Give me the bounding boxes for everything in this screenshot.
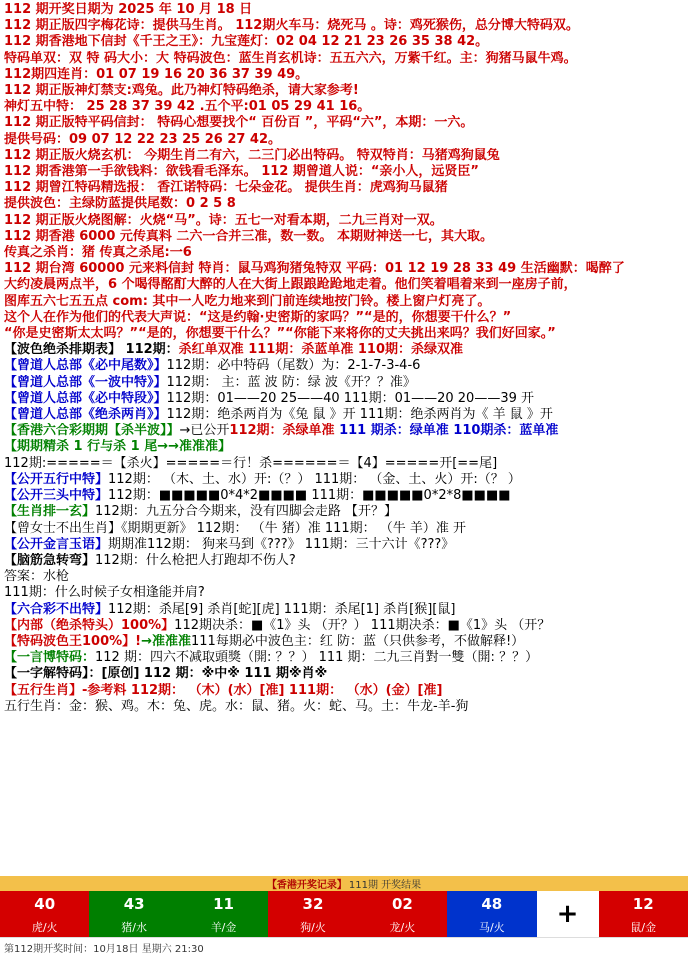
forecast-line: [4, 391, 684, 407]
forecast-line: [4, 342, 684, 358]
result-banner-right: 111期 开奖结果: [348, 880, 422, 891]
forecast-segment: 112期：绝杀两肖为《兔 鼠 》开 111期：绝杀两肖为《 羊 鼠 》开: [166, 407, 553, 423]
forecast-line: [4, 618, 684, 634]
ball-zodiac: 虎/火: [31, 921, 58, 934]
forecast-segment: =====＝【杀火】=====＝行！杀======＝【4】=====开[==尾]: [46, 455, 498, 471]
article-line: 传真之杀肖：猪 传真之杀尾:一6: [4, 245, 192, 261]
forecast-segment: 112期：九五分合今期来，没有四脚会走路 【开？】: [95, 504, 397, 520]
forecast-segment: 答案：水枪: [4, 569, 70, 585]
ball: [599, 891, 688, 937]
ball-number: 11: [213, 895, 234, 913]
forecast-segment: 【曾女士不出生肖】《期期更新》 112期： （牛 猪）准 111期： （牛 羊）准 开: [4, 520, 467, 536]
article-line: 提供号码：09 07 12 22 23 25 26 27 42。: [4, 131, 282, 147]
forecast-segment: 【公开金言玉语】: [4, 536, 109, 552]
forecast-segment: 五行生肖：金：猴、鸡。木：兔、虎。水：鼠、猪。火：蛇、马。土：牛龙-羊-狗: [4, 698, 469, 714]
plus-sign: +: [537, 891, 599, 937]
forecast-segment: 112期：杀绿单准: [229, 423, 335, 439]
forecast-segment: 112期:: [4, 455, 47, 471]
ball-number: 43: [123, 895, 145, 913]
forecast-line: [4, 650, 684, 666]
forecast-segment: 【生肖排一玄】: [4, 504, 96, 520]
header-line: 112 期开奖日期为 2025 年 10 月 18 日: [4, 2, 253, 17]
forecast-segment: 【曾道人总部《必中特段》】: [4, 390, 167, 406]
ball-number: 32: [302, 895, 324, 913]
forecast-line: [4, 569, 684, 585]
forecast-segment: 【五行生肖】-参考料 112期： （木）(水）[准] 111期： （水）(金）[准]: [4, 682, 443, 698]
forecast-line: [4, 553, 684, 569]
forecast-segment: 112 期：四六不减取頭獎（開: ？？） 111 期：二九三肖對一雙（開: ？？）: [95, 650, 539, 666]
forecast-segment: 【公开三头中特】: [4, 488, 109, 504]
article-lines: [4, 18, 684, 342]
forecast-line: [4, 699, 684, 715]
ball: [0, 891, 89, 937]
forecast-segment: 111 期杀：绿单准 110期杀：蓝单准: [334, 423, 559, 439]
article-line: 112 期台湾 60000 元来料信封 特肖：鼠马鸡狗猪兔特双 平码：01 12 19 28 33 49 生活幽默：喝醉了: [4, 261, 625, 277]
ball: [268, 891, 357, 937]
forecast-segment: 【特码波色王100%】!: [4, 633, 142, 649]
ball-zodiac: 猪/水: [121, 921, 147, 934]
forecast-segment: 【脑筋急转弯】: [4, 552, 96, 568]
forecast-segment: 【六合彩不出特】: [4, 601, 109, 617]
forecast-segment: 【香港六合彩期期【杀半波】】: [4, 423, 180, 439]
ball: [447, 891, 536, 937]
article-line: 神灯五中特： 25 28 37 39 42 .五个平:01 05 29 41 16。: [4, 99, 371, 115]
article-line: 112 期香港 6000 元传真料 二六一合并三准，数一数。 本期财神送一七，其大取。: [4, 228, 493, 244]
forecast-line: [4, 456, 684, 472]
article-line: “你是史密斯太太吗？”“是的，你想要干什么？”“你能下来将你的丈夫挑出来吗？我们好回家。”: [4, 326, 556, 342]
forecast-segment: 112期：01——20 25——40 111期：01——20 20——39 开: [166, 390, 535, 406]
forecast-segment: 【一字解特码】：[原创] 112 期：※中※ 111 期※肖※: [4, 666, 328, 682]
article-line: 112 期正版神灯禁支:鸡兔。此乃神灯特码绝杀，请大家参考!: [4, 83, 359, 99]
article-line: 112 期正版火烧玄机： 今期生肖二有六，二三门必出特码。 特双特肖：马猪鸡狗鼠兔: [4, 147, 500, 163]
ball-zodiac: 羊/金: [210, 921, 237, 934]
forecast-line: [4, 602, 684, 618]
article-line: 112期四连肖：01 07 19 16 20 36 37 39 49。: [4, 66, 309, 82]
forecast-segment: 112期决杀：■《1》头 （开？） 111期决杀：■《1》头 （开？: [174, 617, 551, 633]
draw-result-panel: [0, 876, 688, 956]
forecast-segment: 112期： 主：蓝 波 防：绿 波《开？？准》: [166, 374, 416, 390]
ball-zodiac: 狗/火: [300, 921, 326, 934]
forecast-line: [4, 537, 684, 553]
article-line: 图库五六七五五点 com: 其中一人吃力地来到门前连续地按门铃。楼上窗户灯亮了。: [4, 293, 491, 309]
ball-row: [0, 891, 688, 937]
forecast-segment: 111每期必中波色主：红 防：蓝（只供参考，不做解释!）: [191, 633, 525, 649]
article-line: 112 期正版火烧图解：火烧“马”。诗：五七一对看本期，二九三肖对一双。: [4, 212, 443, 228]
forecast-segment: 【波色绝杀排期表】 112期：: [4, 342, 179, 358]
forecast-line: [4, 666, 684, 682]
forecast-line: [4, 472, 684, 488]
ball-number: 02: [391, 895, 413, 913]
forecast-segment: 【期期精杀 1 行与杀 1 尾→→准准准】: [4, 439, 231, 455]
result-banner-left: 【香港开奖记录】: [266, 880, 347, 891]
result-footer: 第112期开奖时间：10月18日 星期六 21:30: [0, 937, 688, 956]
ball-number: 40: [34, 895, 56, 913]
forecast-line: [4, 634, 684, 650]
forecast-segment: ■■■■■0*4*2■■■■ 111期：■■■■■0*2*8■■■■: [158, 488, 511, 504]
forecast-segment: 112期： （木、土、水）开:（？） 111期： （金、土、火）开:（？ ）: [108, 471, 521, 487]
forecast-line: [4, 358, 684, 374]
forecast-segment: 【曾道人总部《一波中特》】: [4, 374, 167, 390]
forecast-lines: [4, 342, 684, 715]
result-banner: [0, 876, 688, 891]
forecast-line: [4, 407, 684, 423]
forecast-segment: 112期：: [108, 488, 159, 504]
forecast-segment: 期期准112期： 狗来马到《???》 111期：三十六计《???》: [108, 536, 455, 552]
forecast-segment: 112期：必中特码（尾数）为：2-1-7-3-4-6: [166, 358, 421, 374]
ball-zodiac: 马/火: [478, 921, 505, 934]
article-line: 特码单双：双 特 码大小：大 特码波色：蓝生肖玄机诗：五五六六，万紫千红。主：狗猪马鼠牛鸡。: [4, 50, 577, 66]
article-line: 112 期香港地下信封《千王之王》：九宝莲灯：02 04 12 21 23 26 35 38 42。: [4, 34, 489, 50]
article-line: 112 期正版四字梅花诗：提供马生肖。 112期火车马：烧死马 。诗：鸡死猴伤，总分博大特码双。: [4, 18, 579, 34]
forecast-segment: →已公开: [179, 423, 230, 439]
forecast-line: [4, 683, 684, 699]
forecast-segment: 【一言博特码：: [4, 650, 96, 666]
article-line: 112 期曾江特码精选报： 香江诺特码：七朵金花。 提供生肖：虎鸡狗马鼠猪: [4, 180, 448, 196]
forecast-line: [4, 423, 684, 439]
forecast-segment: 【曾道人总部《绝杀两肖》】: [4, 407, 167, 423]
forecast-line: [4, 375, 684, 391]
article-line: 这个人在作为他们的代表大声说：“这是约翰·史密斯的家吗？”“是的，你想要干什么？”: [4, 309, 512, 325]
forecast-line: [4, 504, 684, 520]
ball-zodiac: 鼠/金: [630, 921, 657, 934]
forecast-segment: 111期：什么时候子女相逢能并肩?: [4, 585, 205, 601]
forecast-line: [4, 585, 684, 601]
forecast-segment: 112期：杀尾[9] 杀肖[蛇][虎] 111期：杀尾[1] 杀肖[猴][鼠]: [108, 601, 456, 617]
forecast-line: [4, 521, 684, 537]
ball-zodiac: 龙/火: [389, 921, 416, 934]
ball-number: 12: [632, 895, 654, 913]
forecast-segment: 【曾道人总部《必中尾数》】: [4, 358, 167, 374]
article-line: 大约凌晨两点半，6 个喝得酩酊大醉的人在大街上跟踉跄跄地走着。他们笑着唱着来到一座房子前，: [4, 277, 577, 293]
forecast-segment: 【公开五行中特】: [4, 471, 109, 487]
ball: [179, 891, 268, 937]
forecast-segment: 112期：什么枪把人打跑却不伤人?: [95, 552, 296, 568]
forecast-segment: →准准准: [141, 633, 191, 649]
forecast-line: [4, 488, 684, 504]
ball: [358, 891, 447, 937]
forecast-segment: 杀红单双准 111期：杀蓝单准 110期：杀绿双准: [178, 342, 463, 358]
article-line: 提供波色：主绿防蓝提供尾数：0 2 5 8: [4, 196, 236, 212]
article-line: 112 期香港第一手欲钱料：欲钱看毛泽东。 112 期曾道人说：“亲小人，远贤臣”: [4, 164, 479, 180]
forecast-line: [4, 439, 684, 455]
article-line: 112 期正版特平码信封： 特码心想要找个“ 百份百 ”，平码“六”，本期：一六。: [4, 115, 474, 131]
ball: [89, 891, 178, 937]
ball-number: 48: [481, 895, 503, 913]
forecast-segment: 【内部（绝杀特头）100%】: [4, 617, 175, 633]
